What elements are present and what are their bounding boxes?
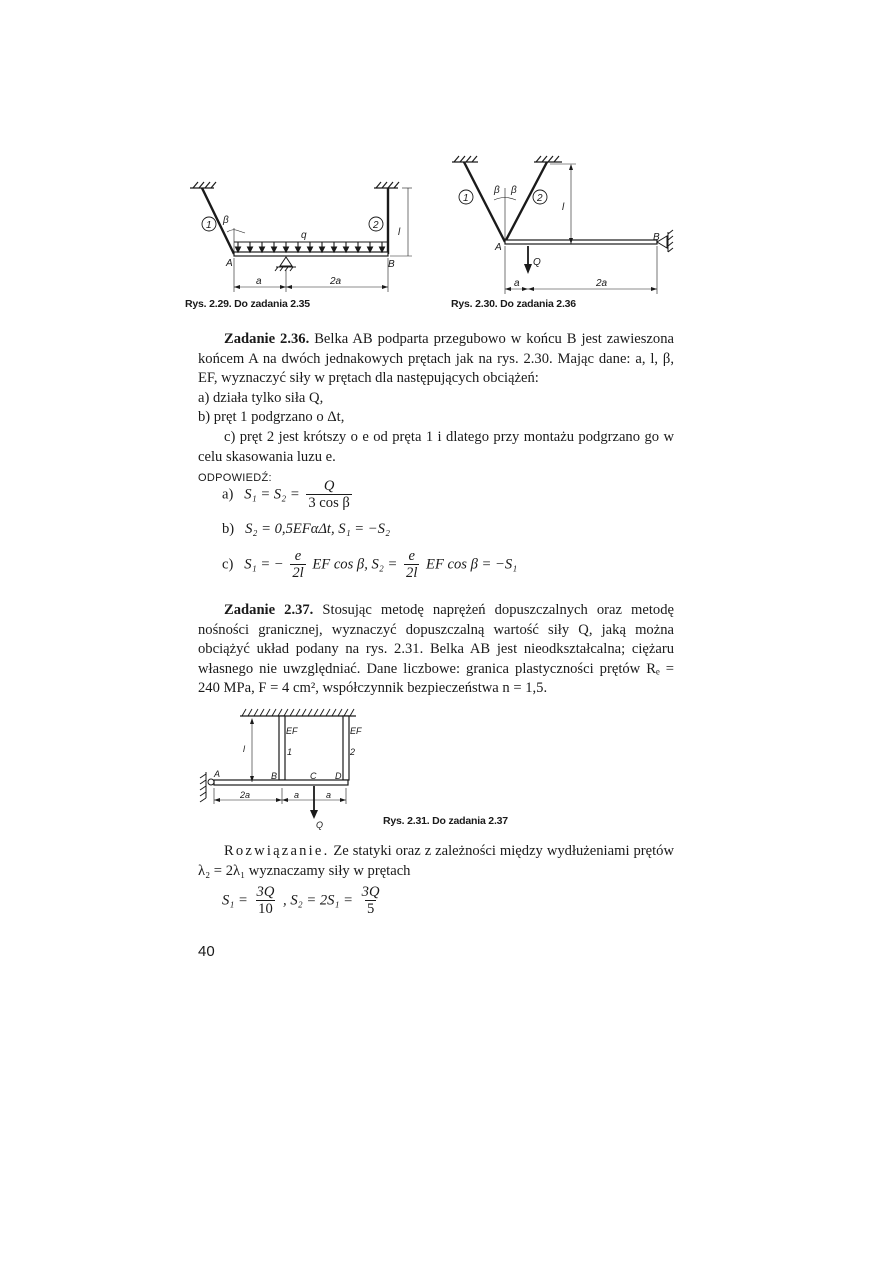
task-2-36-item-c: c) pręt 2 jest krótszy o e od pręta 1 i dlatego przy montażu podgrzano go w celu skasowania luzu e. — [198, 428, 674, 465]
answer-c-numerator-2: e — [408, 548, 415, 564]
answer-b — [222, 521, 390, 538]
answer-c-middle: EF cos β, S₂ = — [312, 556, 398, 573]
eq-s1-denominator: 10 — [258, 901, 273, 917]
page-number: 40 — [198, 943, 215, 960]
label-q: Q — [533, 257, 541, 268]
figure-2-30 — [450, 152, 690, 298]
eq-s2-fraction — [360, 884, 382, 918]
pin-support — [275, 257, 296, 271]
label-c-point: C — [310, 771, 317, 781]
label-dim-a: a — [256, 276, 262, 287]
answer-c-rhs: EF cos β = −S₁ — [426, 556, 518, 573]
label-bar-2: 2 — [537, 193, 543, 204]
distributed-load-arrows — [236, 242, 385, 252]
answer-c-lhs: S₁ = − — [244, 556, 284, 573]
beam-ab — [505, 240, 657, 244]
task-2-36 — [198, 330, 674, 489]
answer-c-fraction-2 — [404, 548, 419, 582]
answer-b-label: b) — [222, 521, 235, 537]
label-bar-2: 2 — [373, 220, 379, 231]
task-2-36-intro: Belka AB podparta przegubowo w końcu B jest zawieszona końcem A na dwóch jednakowych prętach jak na rys. 2.30. Mając dane: a, l, β, EF, wyznaczyć siły w prętach dla następujących obciążeń: — [198, 331, 674, 387]
answer-c-label: c) — [222, 556, 234, 573]
figure-2-31 — [196, 706, 366, 832]
task-2-37-title: Zadanie 2.37. — [224, 602, 314, 618]
solution-heading: Rozwiązanie. — [224, 843, 330, 859]
label-l: l — [562, 202, 565, 213]
task-2-36-title: Zadanie 2.36. — [224, 331, 310, 347]
label-l: l — [243, 744, 245, 754]
label-dim-2a: 2a — [240, 790, 251, 800]
label-dim-a: a — [514, 278, 520, 289]
label-dim-a-1: a — [294, 790, 300, 800]
label-a-point: A — [495, 242, 502, 253]
label-bar-2: 2 — [350, 747, 356, 757]
task-2-36-item-b: b) pręt 1 podgrzano o Δt, — [198, 409, 345, 426]
label-d-point: D — [335, 771, 342, 781]
solution-text: Ze statyki oraz z zależności między wydłużeniami prętów λ₂ = 2λ₁ wyznaczamy siły w prętach — [198, 843, 674, 879]
caption-fig-2-29: Rys. 2.29. Do zadania 2.35 — [185, 298, 310, 310]
task-2-36-item-a: a) działa tylko siła Q, — [198, 389, 324, 406]
label-bar-1: 1 — [287, 747, 293, 757]
figure-2-30-drawing — [450, 152, 690, 298]
eq-s1-fraction — [255, 884, 277, 918]
label-b-point: B — [271, 771, 278, 781]
label-bar-1: 1 — [206, 220, 212, 231]
answer-c-fraction-1 — [290, 548, 305, 582]
solution — [198, 842, 674, 881]
solution-equation — [222, 884, 385, 918]
label-dim-2a: 2a — [596, 278, 608, 289]
eq-s2-denominator: 5 — [366, 901, 375, 917]
label-beta: β — [223, 215, 229, 226]
label-ef-2: EF — [350, 726, 362, 736]
answer-a — [222, 478, 355, 512]
figure-2-29-drawing — [190, 180, 430, 300]
answer-a-lhs: S₁ = S₂ = — [244, 486, 300, 503]
task-2-37-body: Stosując metodę naprężeń dopuszczalnych oraz metodę nośności granicznej, wyznaczyć dopuszczalną wartość siły Q, jaką można obciążyć układ podany na rys. 2.31. Belka AB jest nieodkształcalna; ciężaru własnego nie uwzględniać. Dane liczbowe: granica plastyczności prętów Rₑ = 240 MPa, F = 4 cm², współczynnik bezpieczeństwa n = 1,5. — [198, 602, 675, 697]
answer-c-denominator-2: 2l — [406, 565, 418, 581]
eq-s2-numerator: 3Q — [361, 884, 380, 900]
label-beta-right: β — [511, 185, 517, 196]
eq-s2: , S₂ = 2S₁ = — [283, 892, 354, 909]
label-b-point: B — [388, 259, 395, 270]
answer-a-label: a) — [222, 486, 234, 503]
answer-b-text: S₂ = 0,5EFαΔt, S₁ = −S₂ — [245, 521, 391, 537]
answer-a-fraction — [306, 478, 351, 512]
eq-s1-numerator: 3Q — [256, 884, 275, 900]
answer-a-denominator: 3 cos β — [308, 495, 350, 511]
answer-c-numerator-1: e — [294, 548, 302, 564]
bar-1 — [279, 716, 285, 780]
answer-c-denominator-1: 2l — [292, 565, 304, 581]
label-bar-1: 1 — [463, 193, 469, 204]
label-l: l — [398, 227, 401, 238]
answer-c — [222, 548, 517, 582]
caption-fig-2-31: Rys. 2.31. Do zadania 2.37 — [383, 815, 508, 827]
beam-ab — [234, 252, 388, 256]
beam-ab — [214, 780, 348, 785]
label-beta-left: β — [494, 185, 500, 196]
eq-s1: S₁ = — [222, 892, 248, 909]
bar-2 — [343, 716, 349, 780]
answer-label: ODPOWIEDŹ: — [198, 472, 272, 485]
wall-support-a — [200, 772, 214, 802]
figure-2-31-drawing — [196, 706, 366, 832]
label-b-point: B — [653, 232, 660, 243]
answer-a-numerator: Q — [323, 478, 335, 494]
label-ef-1: EF — [286, 726, 298, 736]
task-2-37 — [198, 601, 674, 699]
label-q: Q — [316, 820, 324, 830]
label-dim-2a: 2a — [330, 276, 342, 287]
label-dim-a-2: a — [326, 790, 332, 800]
label-a-point: A — [226, 258, 233, 269]
label-q: q — [301, 230, 307, 241]
caption-fig-2-30: Rys. 2.30. Do zadania 2.36 — [451, 298, 576, 310]
figure-2-29 — [190, 180, 430, 300]
label-a-point: A — [214, 769, 221, 779]
